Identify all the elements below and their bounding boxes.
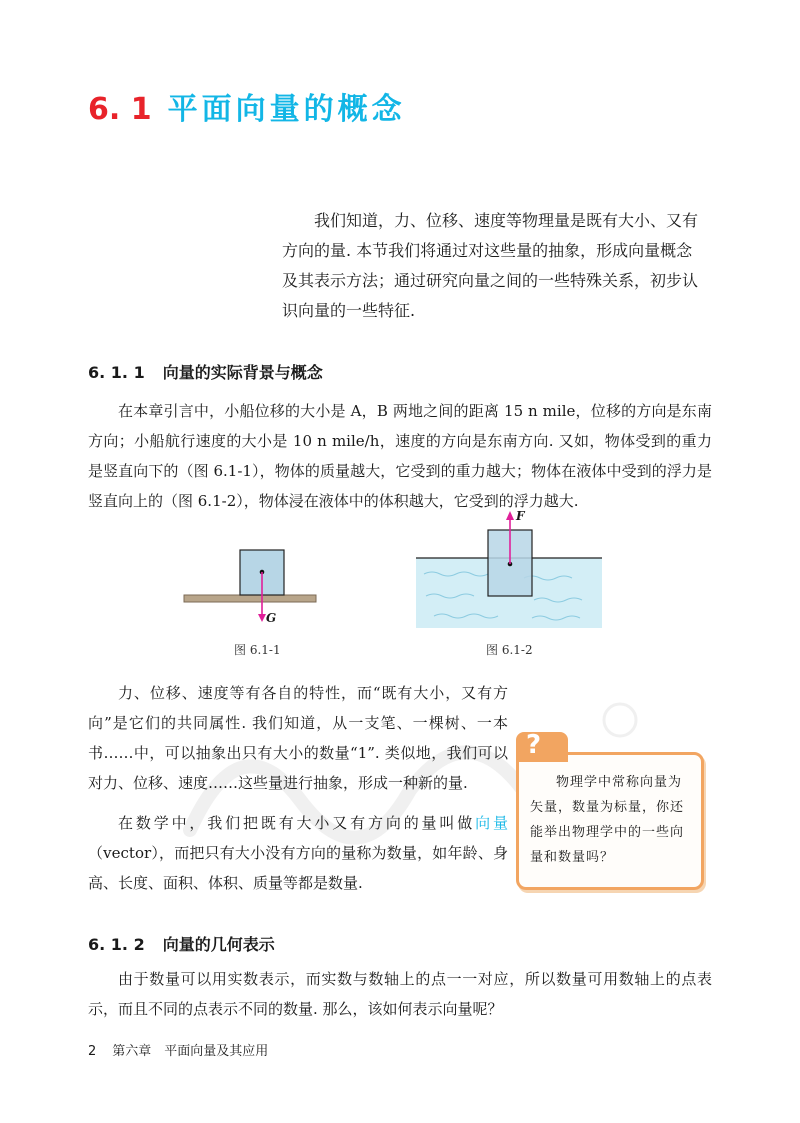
subsection-1-paragraph-3	[88, 808, 508, 898]
vector-keyword: 向量	[475, 814, 508, 832]
subsection-2-paragraph-1: 由于数量可以用实数表示，而实数与数轴上的点一一对应，所以数量可用数轴上的点表示，而且不同的点表示不同的数量. 那么，该如何表示向量呢？	[88, 970, 712, 1018]
section-number: 6. 1	[88, 92, 152, 127]
subsection-1-title: 向量的实际背景与概念	[162, 363, 323, 382]
ground	[184, 595, 316, 602]
buoyancy-arrowhead	[506, 511, 514, 520]
question-tab	[516, 732, 568, 762]
section-heading	[88, 84, 406, 128]
section-intro: 我们知道，力、位移、速度等物理量是既有大小、又有方向的量. 本节我们将通过对这些量的抽象，形成向量概念及其表示方法；通过研究向量之间的一些特殊关系，初步认识向量的一些特征.	[282, 211, 699, 320]
sidebar-note-text: 物理学中常称向量为矢量，数量为标量，你还能举出物理学中的一些向量和数量吗？	[530, 775, 685, 865]
subsection-1-paragraph-2: 力、位移、速度等有各自的特性，而“既有大小，又有方向”是它们的共同属性. 我们知道，从一支笔、一棵树、一本书……中，可以抽象出只有大小的数量“1”. 类似地，我们可以对力、位移、速度……这些量进行抽象，形成一种新的量.	[88, 684, 508, 792]
figure-6-1-1-caption: 图 6.1-1	[234, 643, 281, 657]
figure-6-1-1	[180, 540, 320, 630]
vector-definition-text: 在数学中，我们把既有大小又有方向的量叫做	[118, 814, 476, 832]
buoyancy-label: F	[516, 509, 525, 523]
subsection-2-heading	[88, 932, 275, 955]
figure-6-1-2	[414, 508, 604, 630]
page-footer	[88, 1040, 268, 1059]
subsection-1-paragraph-1: 在本章引言中，小船位移的大小是 A，B 两地之间的距离 15 n mile，位移的方向是东南方向；小船航行速度的大小是 10 n mile/h，速度的方向是东南方向. 又如，物体受到的重力是竖直向下的（图 6.1-1），物体的质量越大，它受到的重力越大；物体在液体中受到的浮力是竖直向上的（图 6.1-2），物体浸在液体中的体积越大，它受到的浮力越大.	[88, 402, 712, 510]
figure-6-1-2-caption: 图 6.1-2	[486, 643, 533, 657]
vector-definition-text-cont: （vector），而把只有大小没有方向的量称为数量，如年龄、身高、长度、面积、体积、质量等都是数量.	[88, 844, 508, 892]
subsection-2-title: 向量的几何表示	[162, 935, 275, 954]
chapter-title: 第六章 平面向量及其应用	[112, 1044, 269, 1059]
subsection-1-number: 6. 1. 1	[88, 363, 145, 382]
section-title: 平面向量的概念	[167, 92, 406, 127]
gravity-label: G	[266, 611, 277, 625]
subsection-1-heading	[88, 360, 323, 383]
question-mark-icon: ?	[526, 730, 542, 760]
subsection-2-number: 6. 1. 2	[88, 935, 145, 954]
page-number: 2	[88, 1044, 97, 1059]
gravity-arrowhead	[258, 614, 266, 622]
